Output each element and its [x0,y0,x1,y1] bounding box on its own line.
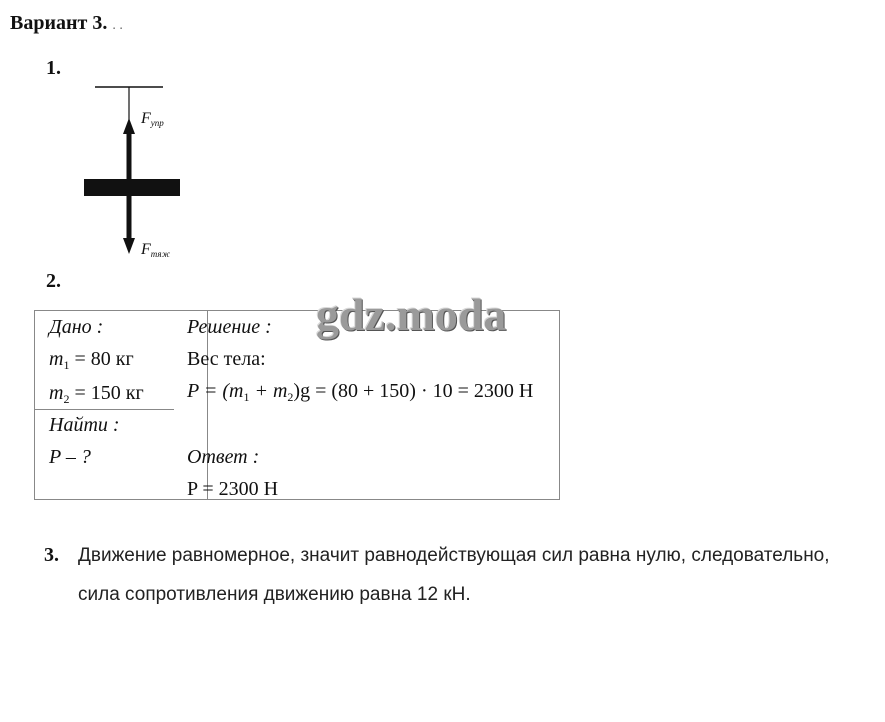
weight-label: Вес тела: [187,348,266,370]
force-label-elastic: $F_{упр}$ [141,110,164,128]
given-m1: $m_1 = 80$ кг [49,348,134,372]
body-bar [84,179,180,196]
arrow-down-head [123,238,135,254]
task-3-number: 3. [44,544,59,566]
table-row-divider [35,409,174,410]
force-label-gravity: $F_{тяж}$ [141,241,170,259]
force-diagram [80,82,190,262]
given-label: Дано : [49,316,104,338]
task-3-line-1: Движение равномерное, значит равнодействующая сил равна нулю, следовательно, [78,545,830,566]
variant-title: Вариант 3. [10,12,108,34]
find-label: Найти : [49,414,120,436]
answer-label: Ответ : [187,446,260,468]
page-title [10,12,123,35]
arrow-up-head [123,118,135,134]
given-m2: $m_2 = 150$ кг [49,382,144,406]
task-2-number: 2. [46,270,61,292]
task-1-number: 1. [46,57,61,79]
task-3-line-2: сила сопротивления движению равна 12 кН. [78,584,471,605]
title-dots: . . [112,18,123,33]
solution-label: Решение : [187,316,272,338]
force-arrow-up-shaft [127,132,132,180]
find-value: P – ? [49,446,91,468]
force-arrow-down-shaft [127,195,132,241]
watermark: gdz.moda [316,289,507,340]
answer-value: P = 2300 Н [187,478,279,500]
weight-formula: $P = (m_1 + m_2)g = (80 + 150) \cdot 10 = 2300$ Н [187,380,534,404]
table-column-divider [207,311,208,499]
